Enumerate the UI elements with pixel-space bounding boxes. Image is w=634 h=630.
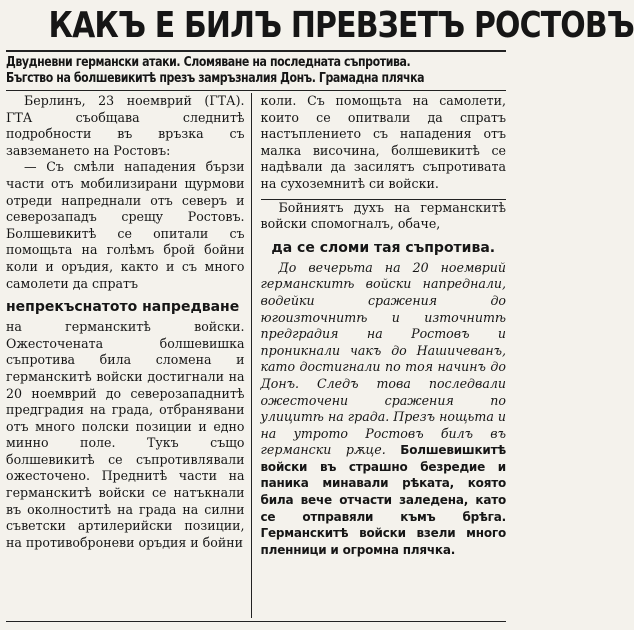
subheadline-rule [6,90,506,91]
section-subtitle: непрекъснатото напредване [6,299,240,316]
left-column [6,93,251,618]
bottom-rule [6,621,506,622]
paragraph [261,260,507,559]
italic-passage: До вечерьта на 20 ноемврий германскитѣ войски напреднали, водейки сражения до югоизточнитѣ и източнитѣ предградия на Ростовъ и проникнали чакъ до Нашичеванъ, като достигнали по тоя начинъ до Донъ. Следъ това последвали ожесточени сражения по улицитѣ на града. Презъ нощьта и на утрото Ростовъ билъ въ германски рѫце. [260,259,507,458]
right-column [252,93,507,618]
subheadline-line-2: Бъгство на болшевикитѣ презъ замръзналия Донъ. Грамадна плячка [6,71,425,86]
subheadline-line-1: Двудневни германски атаки. Сломяване на последната съпротива. [6,55,411,70]
bold-passage: Болшевишкитѣ войски въ страшно безредие и паника минавали рѣката, която била вече отчасти заледена, като се отправяли къмъ брѣга. Германскитѣ войски взели много пленници и огромна плячка. [260,443,507,557]
paragraph: на германскитѣ войски. Ожесточената болшевишка съпротива била сломена и германскитѣ войски достигнали на 20 ноемврий до северозападнитѣ предградия на града, отбранявани отъ много полски позиции и едно минно поле. Тукъ също болшевикитѣ се съпротивлявали ожесточено. Преднитѣ части на германскитѣ войски се натъкнали въ околноститѣ на града на силни съветски артилерийски позиции, на противоброневи оръдия и бойни [6,319,245,550]
headline-rule [6,50,506,52]
paragraph: Бойниятъ духъ на германскитѣ войски спомогналъ, обаче, [260,199,507,232]
paragraph: коли. Съ помощьта на самолети, които се опитвали да спратъ настъплението съ нападения отъ малка височина, болшевикитѣ се надѣвали да засилятъ съпротивата на сухоземнитѣ си войски. [260,93,507,191]
section-subtitle: да се сломи тая съпротива. [271,239,496,256]
article-headline: КАКЪ Е БИЛЪ ПРЕВЗЕТЪ РОСТОВЪ [48,5,634,46]
article-columns [6,93,506,618]
paragraph: — Съ смѣли нападения бързи части отъ мобилизирани щурмови отреди напреднали отъ северъ и северозападъ срещу Ростовъ. Болшевикитѣ се опитали съ помощьта на голѣмъ брой бойни коли и оръдия, както и съ много самолети да спратъ [6,159,245,291]
dateline-paragraph: Берлинъ, 23 ноемврий (ГТА). ГТА съобщава следнитѣ подробности въ връзка съ завземането на Ростовъ: [6,93,245,158]
